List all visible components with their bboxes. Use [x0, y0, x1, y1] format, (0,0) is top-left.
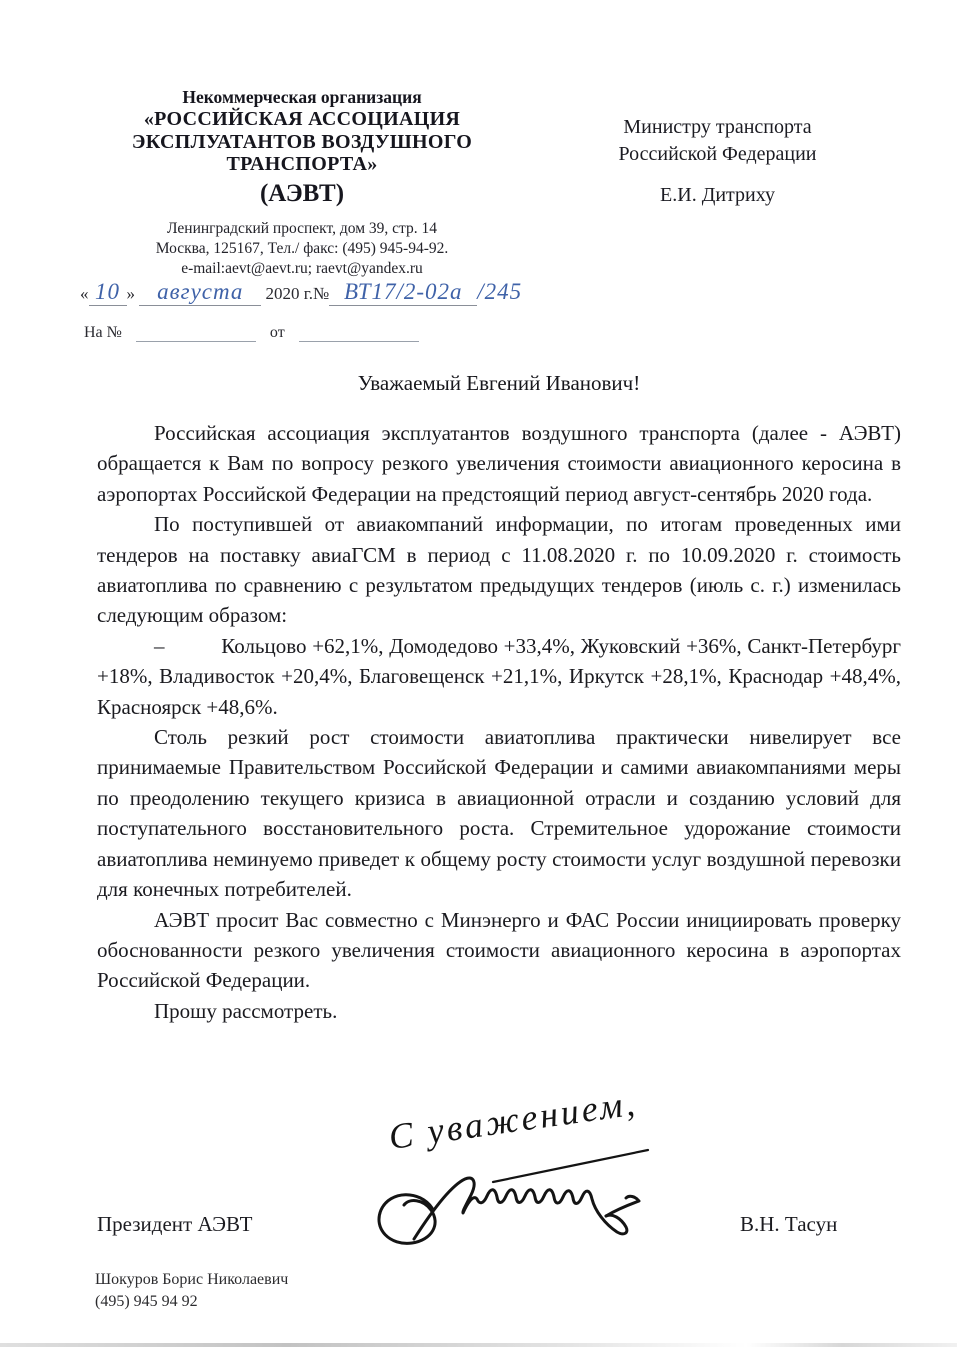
- signature-stroke: [358, 1086, 688, 1256]
- org-name-line-2: ЭКСПЛУАТАНТОВ ВОЗДУШНОГО: [131, 130, 473, 153]
- signer-name: В.Н. Тасун: [740, 1212, 838, 1236]
- reference-blank-1: [136, 323, 256, 342]
- salutation: Уважаемый Евгений Иванович!: [357, 371, 641, 395]
- letterhead: [92, 87, 512, 279]
- paragraph: Столь резкий рост стоимости авиатоплива практически нивелирует все принимаемые Правительством Российской Федерации и самими авиакомпаниями меры по преодолению текущего кризиса в авиационной отрасли и созданию условий для поступательного восстановительного роста. Стремительное удорожание стоимости авиатоплива неминуемо приведет к общему росту стоимости услуг воздушной перевозки для конечных потребителей.: [97, 725, 901, 902]
- contact-phone: (495) 945 94 92: [95, 1293, 198, 1310]
- org-name-line-3: ТРАНСПОРТА»: [226, 153, 378, 175]
- org-type: Некоммерческая организация: [182, 87, 422, 107]
- reference-blank-2: [299, 323, 419, 342]
- org-abbreviation: (АЭВТ): [259, 179, 345, 207]
- signature-underline-flourish: [493, 1150, 648, 1182]
- close-quote: »: [126, 284, 135, 303]
- signature-scribble: [414, 1178, 627, 1239]
- letter-body: [97, 418, 901, 1026]
- org-address-line-2: Москва, 125167, Тел./ факс: (495) 945-94-92.: [155, 239, 449, 257]
- open-quote: «: [80, 284, 89, 303]
- addressee-line-2: Российской Федерации: [618, 143, 817, 165]
- date-number-line: [80, 279, 522, 306]
- footer-contact: [95, 1269, 288, 1313]
- handwritten-doc-number-suffix: /245: [477, 279, 523, 304]
- printed-year-number-label: 2020 г.№: [265, 284, 330, 303]
- paragraph: Российская ассоциация эксплуатантов воздушного транспорта (далее - АЭВТ) обращается к Вам по вопросу резкого увеличения стоимости авиационного керосина в аэропортах Российской Федерации на предстоящий период август-сентябрь 2020 года.: [97, 421, 901, 506]
- contact-name: Шокуров Борис Николаевич: [95, 1271, 289, 1288]
- org-email-line: e-mail:aevt@aevt.ru; raevt@yandex.ru: [181, 259, 423, 277]
- na-label: На №: [84, 324, 122, 341]
- handwritten-doc-number: ВТ17/2-02а: [343, 279, 463, 304]
- signature-tail: [606, 1196, 639, 1216]
- addressee-name: Е.И. Дитриху: [660, 184, 775, 206]
- closing-request: Прошу рассмотреть.: [154, 998, 338, 1023]
- addressee-block: [575, 114, 860, 209]
- org-address: [92, 219, 512, 279]
- ot-label: от: [269, 324, 285, 341]
- handwritten-month: августа: [157, 279, 244, 304]
- paragraph-airport-price-list: – Кольцово +62,1%, Домодедово +33,4%, Жуковский +36%, Санкт-Петербург +18%, Владивосток +20,4%, Благовещенск +21,1%, Иркутск +28,1%, Краснодар +48,4%, Красноярск +48,6%.: [97, 633, 901, 719]
- paragraph: АЭВТ просит Вас совместно с Минэнерго и ФАС России инициировать проверку обоснованности резкого увеличения стоимости авиационного керосина в аэропортах Российской Федерации.: [97, 907, 901, 993]
- org-name-line-1: «РОССИЙСКАЯ АССОЦИАЦИЯ: [143, 108, 461, 130]
- handwritten-regards: С уважением,: [386, 1082, 640, 1158]
- paragraph: По поступившей от авиакомпаний информации, по итогам проведенных ими тендеров на поставку авиаГСМ в период с 11.08.2020 г. по 10.09.2020 г. стоимость авиатоплива по сравнению с результатом предыдущих тендеров (июль с. г.) изменилась следующим образом:: [97, 512, 901, 628]
- handwritten-day: 10: [95, 279, 120, 304]
- org-address-line-1: Ленинградский проспект, дом 39, стр. 14: [167, 219, 437, 237]
- scan-edge-artifact: [0, 1343, 957, 1347]
- reference-line: [84, 323, 419, 342]
- signer-position-label: Президент АЭВТ: [97, 1212, 253, 1236]
- addressee-line-1: Министру транспорта: [623, 116, 812, 138]
